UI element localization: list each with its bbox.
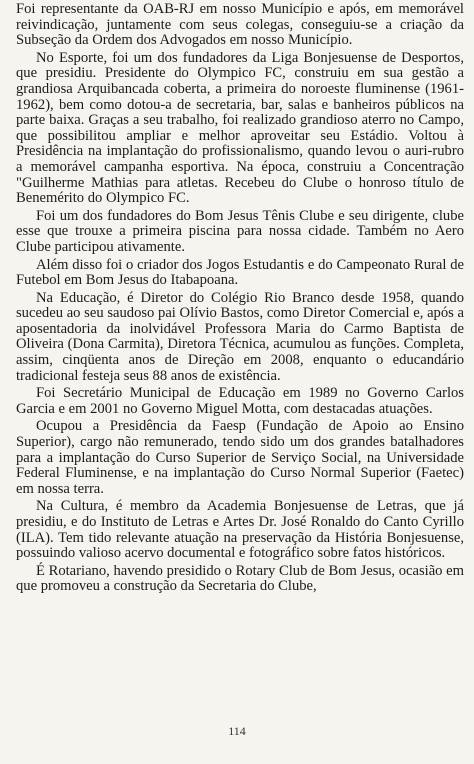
paragraph-educacao: Na Educação, é Diretor do Colégio Rio Branco desde 1958, quando sucedeu ao seu saudoso pai Olívio Bastos, como Diretor Comercial e, após a aposentadoria da inolvidável Professora Maria do Carmo Baptista de Oliveira (Dona Carmita), Diretora Técnica, acumulou as funções. Completa, assim, cinqüenta anos de Direção em 2008, enquanto o educandário tradicional festeja seus 88 anos de existência. [16, 289, 464, 384]
paragraph-oab: Foi representante da OAB-RJ em nosso Município e após, em memorável reivindicação, juntamente com seus colegas, conseguiu-se a criação da Subseção da Ordem dos Advogados em nosso Município. [16, 1, 464, 49]
paragraph-jogos-estudantis: Além disso foi o criador dos Jogos Estudantis e do Campeonato Rural de Futebol em Bom Jesus do Itabapoana. [16, 256, 464, 289]
paragraph-faesp: Ocupou a Presidência da Faesp (Fundação de Apoio ao Ensino Superior), cargo não remunerado, tendo sido um dos grandes batalhadores para a implantação do Curso Superior de Serviço Social, na Universidade Federal Fluminense, e na implantação do Curso Normal Superior (Faetec) em nossa terra. [16, 418, 464, 497]
paragraph-secretario: Foi Secretário Municipal de Educação em 1989 no Governo Carlos Garcia e em 2001 no Governo Miguel Motta, com destacadas atuações. [16, 385, 464, 417]
page-number: 114 [228, 724, 246, 739]
paragraph-tenis-clube: Foi um dos fundadores do Bom Jesus Tênis Clube e seu dirigente, clube esse que trouxe a primeira piscina para nossa cidade. Também no Aero Clube participou ativamente. [16, 207, 464, 255]
paragraph-cultura: Na Cultura, é membro da Academia Bonjesuense de Letras, que já presidiu, e do Instituto de Letras e Artes Dr. José Ronaldo do Canto Cyrillo (ILA). Tem tido relevante atuação na preservação da História Bonjesuense, possuindo valioso acervo documental e fotográfico sobre fatos históricos. [16, 498, 464, 562]
paragraph-esporte: No Esporte, foi um dos fundadores da Liga Bonjesuense de Desportos, que presidiu. Presidente do Olympico FC, construiu em sua gestão a grandiosa Arquibancada coberta, a primeira do noroeste fluminense (1961-1962), bem como dotou-a de secretaria, bar, salas e banheiros públicos na parte baixa. Graças a seu trabalho, foi realizado grandioso aterro no Campo, que possibilitou ampliar e melhor aproveitar seu Estádio. Voltou à Presidência na implantação do profissionalismo, quando levou o auri-rubro a memorável campanha esportiva. Na época, construiu a Concentração "Guilherme Mathias para atletas. Recebeu do Clube o honroso título de Benemérito do Olympico FC. [16, 49, 464, 207]
paragraph-rotary: É Rotariano, havendo presidido o Rotary Club de Bom Jesus, ocasião em que promoveu a construção da Secretaria do Clube, [16, 562, 464, 595]
